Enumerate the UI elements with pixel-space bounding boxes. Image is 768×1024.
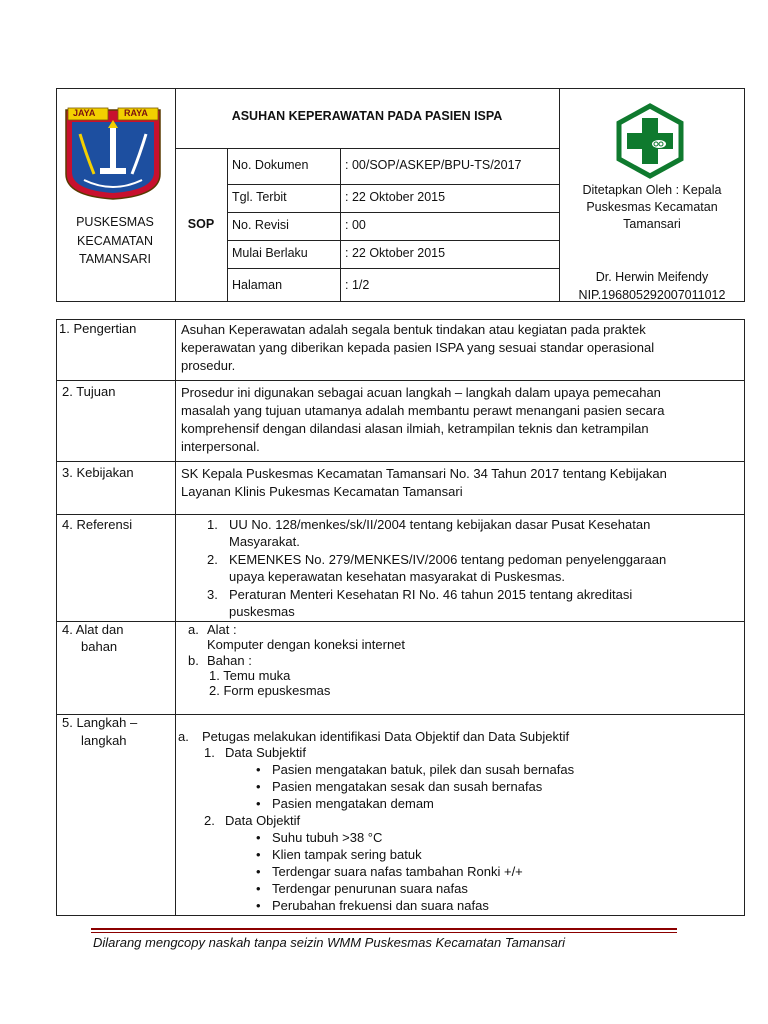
- emblem-banner-right: RAYA: [124, 108, 148, 118]
- subjektif-bullet-2: • Pasien mengatakan sesak dan susah bernafas: [272, 779, 542, 794]
- kebijakan-line1: SK Kepala Puskesmas Kecamatan Tamansari No. 34 Tahun 2017 tentang Kebijakan: [181, 466, 667, 481]
- pengertian-line2: keperawatan yang diberikan kepada pasien ISPA yang sesuai standar operasional: [181, 340, 655, 355]
- page-title: ASUHAN KEPERAWATAN PADA PASIEN ISPA: [231, 109, 503, 123]
- tujuan-line1: Prosedur ini digunakan sebagai acuan langkah – langkah dalam upaya pemecahan: [181, 385, 661, 400]
- pengertian-line1: Asuhan Keperawatan adalah segala bentuk tindakan atau kegiatan pada praktek: [181, 322, 646, 337]
- section-label-langkah-line1: 5. Langkah –: [62, 715, 138, 730]
- langkah-sub1-num: 1.: [204, 745, 215, 760]
- section-label-alat-line2: bahan: [81, 639, 118, 654]
- objektif-bullet-4: • Terdengar penurunan suara nafas: [272, 881, 468, 896]
- signer-nip: NIP.196805292007011012: [578, 288, 726, 302]
- kebijakan-line2: Layanan Klinis Pukesmas Kecamatan Tamansari: [181, 484, 463, 499]
- footer-disclaimer: Dilarang mengcopy naskah tanpa seizin WMM Puskesmas Kecamatan Tamansari: [93, 935, 566, 950]
- referensi-item3-line2: puskesmas: [229, 604, 295, 619]
- revision-value: : 00: [345, 218, 366, 232]
- langkah-marker-a: a.: [178, 729, 189, 744]
- section-label-pengertian: 1. Pengertian: [59, 321, 137, 336]
- subjektif-bullet-1: • Pasien mengatakan batuk, pilek dan susah bernafas: [272, 762, 574, 777]
- alat-title: Alat :: [207, 622, 237, 637]
- subjektif-bullet-3: • Pasien mengatakan demam: [272, 796, 434, 811]
- objektif-bullet-2: • Klien tampak sering batuk: [272, 847, 422, 862]
- approval-line3: Tamansari: [623, 217, 681, 231]
- section-label-alat-line1: 4. Alat dan: [62, 622, 124, 637]
- approval-line1: Ditetapkan Oleh : Kepala: [582, 183, 722, 197]
- page-value: : 1/2: [345, 278, 370, 292]
- bahan-item-2: 2. Form epuskesmas: [209, 683, 331, 698]
- bahan-marker-b: b.: [188, 653, 199, 668]
- effective-date-label: Mulai Berlaku: [232, 246, 308, 260]
- objektif-bullet-1: • Suhu tubuh >38 °C: [272, 830, 382, 845]
- langkah-sub2-title: Data Objektif: [225, 813, 301, 828]
- referensi-num-2: 2.: [207, 552, 218, 567]
- bahan-title: Bahan :: [207, 653, 252, 668]
- referensi-item1-line2: Masyarakat.: [229, 534, 300, 549]
- org-name-line2: KECAMATAN: [77, 234, 153, 248]
- doc-number-label: No. Dokumen: [232, 158, 309, 172]
- issue-date-value: : 22 Oktober 2015: [345, 190, 446, 204]
- org-name-line3: TAMANSARI: [79, 252, 151, 266]
- issue-date-label: Tgl. Terbit: [232, 190, 287, 204]
- org-name-line1: PUSKESMAS: [76, 215, 154, 229]
- sop-label: SOP: [187, 217, 215, 231]
- referensi-item2-line2: upaya keperawatan kesehatan masyarakat di Puskesmas.: [229, 569, 566, 584]
- referensi-num-3: 3.: [207, 587, 218, 602]
- tujuan-line3: komprehensif dengan dilandasi alasan ilmiah, ketrampilan teknis dan ketrampilan: [181, 421, 649, 436]
- section-label-tujuan: 2. Tujuan: [62, 384, 116, 399]
- langkah-sub1-title: Data Subjektif: [225, 745, 306, 760]
- page-label: Halaman: [232, 278, 283, 292]
- langkah-sub2-num: 2.: [204, 813, 215, 828]
- langkah-a-text: Petugas melakukan identifikasi Data Objektif dan Data Subjektif: [202, 729, 570, 744]
- objektif-bullet-3: • Terdengar suara nafas tambahan Ronki +/+: [272, 864, 523, 879]
- footer-rule-thick: [91, 928, 677, 930]
- referensi-num-1: 1.: [207, 517, 218, 532]
- doc-number-value: : 00/SOP/ASKEP/BPU-TS/2017: [345, 158, 522, 172]
- tujuan-line2: masalah yang tujuan utamanya adalah membantu perawt menangani pasien secara: [181, 403, 665, 418]
- pengertian-line3: prosedur.: [181, 358, 236, 373]
- effective-date-value: : 22 Oktober 2015: [345, 246, 446, 260]
- referensi-item3-line1: Peraturan Menteri Kesehatan RI No. 46 tahun 2015 tentang akreditasi: [229, 587, 633, 602]
- tujuan-line4: interpersonal.: [181, 439, 260, 454]
- signer-name: Dr. Herwin Meifendy: [595, 270, 709, 284]
- section-label-langkah-line2: langkah: [81, 733, 127, 748]
- referensi-item2-line1: KEMENKES No. 279/MENKES/IV/2006 tentang pedoman penyelenggaraan: [229, 552, 667, 567]
- revision-label: No. Revisi: [232, 218, 289, 232]
- puskesmas-logo: [615, 103, 685, 179]
- section-label-kebijakan: 3. Kebijakan: [62, 465, 134, 480]
- bahan-item-1: 1. Temu muka: [209, 668, 291, 683]
- objektif-bullet-5: • Perubahan frekuensi dan suara nafas: [272, 898, 489, 913]
- referensi-item1-line1: UU No. 128/menkes/sk/II/2004 tentang kebijakan dasar Pusat Kesehatan: [229, 517, 651, 532]
- jakarta-emblem: [64, 104, 162, 200]
- alat-item: Komputer dengan koneksi internet: [207, 637, 406, 652]
- footer-rule-thin: [91, 932, 677, 933]
- approval-line2: Puskesmas Kecamatan: [586, 200, 718, 214]
- alat-marker-a: a.: [188, 622, 199, 637]
- emblem-banner-left: JAYA: [73, 108, 96, 118]
- section-label-referensi: 4. Referensi: [62, 517, 133, 532]
